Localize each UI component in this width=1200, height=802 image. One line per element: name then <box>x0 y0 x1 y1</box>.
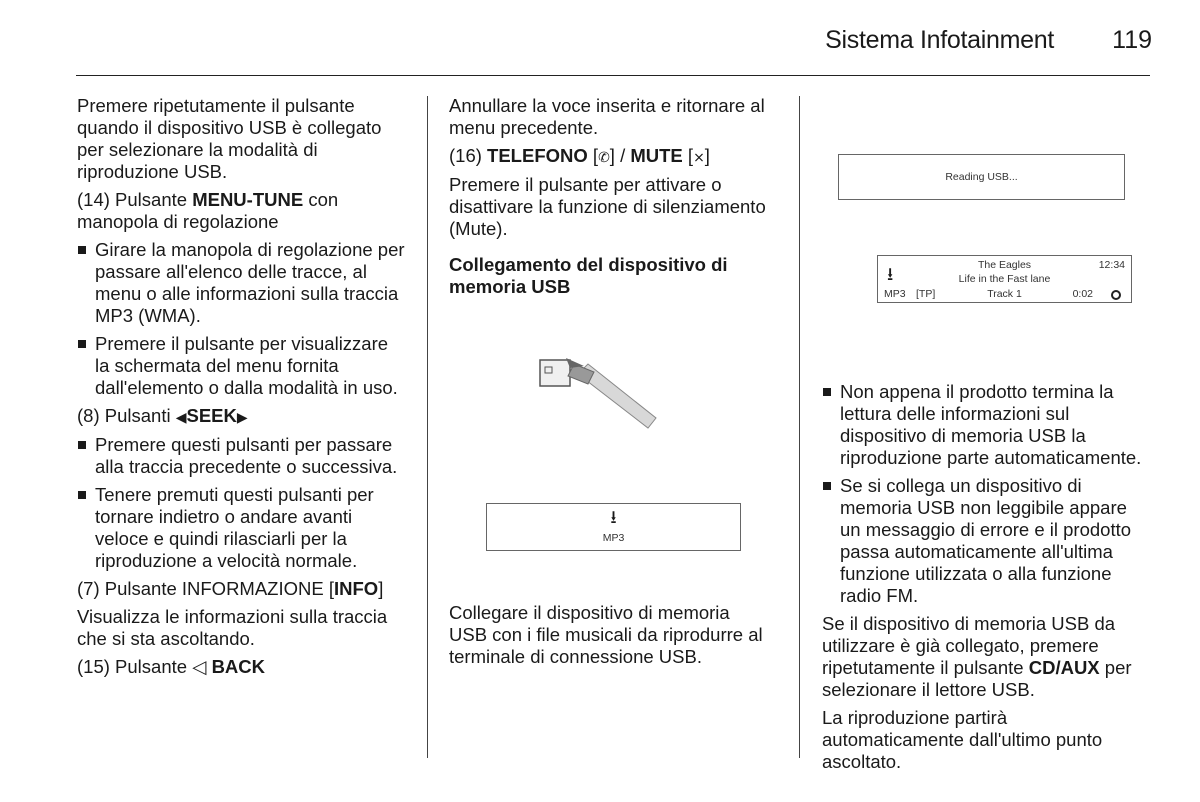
bullet-icon <box>78 441 86 449</box>
seek-label: SEEK <box>186 405 237 426</box>
reading-usb-display <box>838 154 1125 200</box>
bullet-icon <box>78 246 86 254</box>
list-item: Girare la manopola di regolazione per passare all'elenco delle tracce, al menu o alle informazioni sulla traccia MP3 (WMA). <box>77 239 407 327</box>
usb-stick-illustration <box>530 350 670 445</box>
seek-back-icon: ◀︎ <box>175 409 187 425</box>
elapsed-text: 0:02 <box>1072 288 1093 300</box>
paragraph: Premere il pulsante per attivare o disattivare la funzione di silenziamento (Mute). <box>449 174 766 239</box>
list-item: Premere il pulsante per visualizzare la schermata del menu fornita dall'elemento o dalla modalità in uso. <box>77 333 407 399</box>
mute-icon: ⨯ <box>693 149 705 165</box>
clock-text: 12:34 <box>1098 259 1125 271</box>
paragraph: La riproduzione partirà automaticamente dall'ultimo punto ascoltato. <box>822 707 1103 772</box>
usb-icon: ⭳ <box>887 264 894 284</box>
list-item: Tenere premuti questi pulsanti per tornare indietro o andare avanti veloce e quindi rilasciarli per la riproduzione a velocità normale. <box>77 484 407 572</box>
paragraph: Collegare il dispositivo di memoria USB con i file musicali da riprodurre al terminale di connessione USB. <box>449 602 763 667</box>
usb-connect-text <box>449 602 769 674</box>
bullet-icon <box>823 482 831 490</box>
mp3-label: MP3 <box>602 532 625 544</box>
column-2 <box>449 95 784 304</box>
back-label: BACK <box>211 656 266 677</box>
menu-tune-label: MENU-TUNE <box>192 189 304 210</box>
source-text: MP3 <box>884 288 906 300</box>
back-arrow-icon: ◁ <box>192 656 212 677</box>
cd-aux-label: CD/AUX <box>1028 657 1100 678</box>
column-divider-1 <box>427 96 428 758</box>
paragraph: Annullare la voce inserita e ritornare al menu precedente. <box>449 95 765 138</box>
seek-forward-icon: ▶︎ <box>236 409 248 425</box>
track-text: Track 1 <box>987 288 1022 300</box>
bullet-icon <box>823 388 831 396</box>
phone-icon: ✆ <box>598 149 610 165</box>
paragraph: Visualizza le informazioni sulla traccia che si sta ascoltando. <box>77 606 388 649</box>
paragraph: (14) Pulsante MENU-TUNE con manopola di regolazione <box>77 189 339 232</box>
paragraph: (8) Pulsanti ◀︎SEEK▶︎ <box>77 405 248 426</box>
paragraph: Se il dispositivo di memoria USB da utilizzare è già collegato, premere ripetutamente il pulsante CD/AUX per selezionare il lettore USB. <box>822 613 1132 700</box>
reading-usb-text: Reading USB... <box>945 171 1018 183</box>
list-item: Non appena il prodotto termina la lettura delle informazioni sul dispositivo di memoria USB la riproduzione parte automaticamente. <box>822 381 1152 469</box>
page-number: 119 <box>1112 26 1152 54</box>
telefono-label: TELEFONO <box>487 145 588 166</box>
mute-label: MUTE <box>630 145 683 166</box>
info-label: INFO <box>334 578 379 599</box>
paragraph: Premere ripetutamente il pulsante quando il dispositivo USB è collegato per selezionare la modalità di riproduzione USB. <box>77 95 382 182</box>
section-heading: Collegamento del dispositivo di memoria USB <box>449 254 728 297</box>
paragraph: (7) Pulsante INFORMAZIONE [INFO] <box>77 578 384 599</box>
column-1 <box>77 95 407 684</box>
column-3 <box>822 381 1152 779</box>
page-title: Sistema Infotainment <box>825 26 1054 54</box>
tp-text: [TP] <box>916 288 936 300</box>
bullet-icon <box>78 340 86 348</box>
usb-icon: ⭳ <box>610 507 617 527</box>
paragraph: (15) Pulsante ◁ BACK <box>77 656 266 677</box>
song-title-text: Life in the Fast lane <box>958 273 1051 285</box>
header-rule <box>76 75 1150 76</box>
column-divider-2 <box>799 96 800 758</box>
paragraph: (16) TELEFONO [✆] / MUTE [⨯] <box>449 145 710 166</box>
mp3-display <box>486 503 741 551</box>
list-item: Se si collega un dispositivo di memoria USB non leggibile appare un messaggio di errore e il prodotto passa automaticamente all'ultima funzione utilizzata o alla funzione radio FM. <box>822 475 1152 607</box>
bullet-icon <box>78 491 86 499</box>
artist-text: The Eagles <box>977 259 1032 271</box>
now-playing-display <box>877 255 1132 303</box>
disc-icon <box>1111 290 1121 300</box>
list-item: Premere questi pulsanti per passare alla traccia precedente o successiva. <box>77 434 407 478</box>
